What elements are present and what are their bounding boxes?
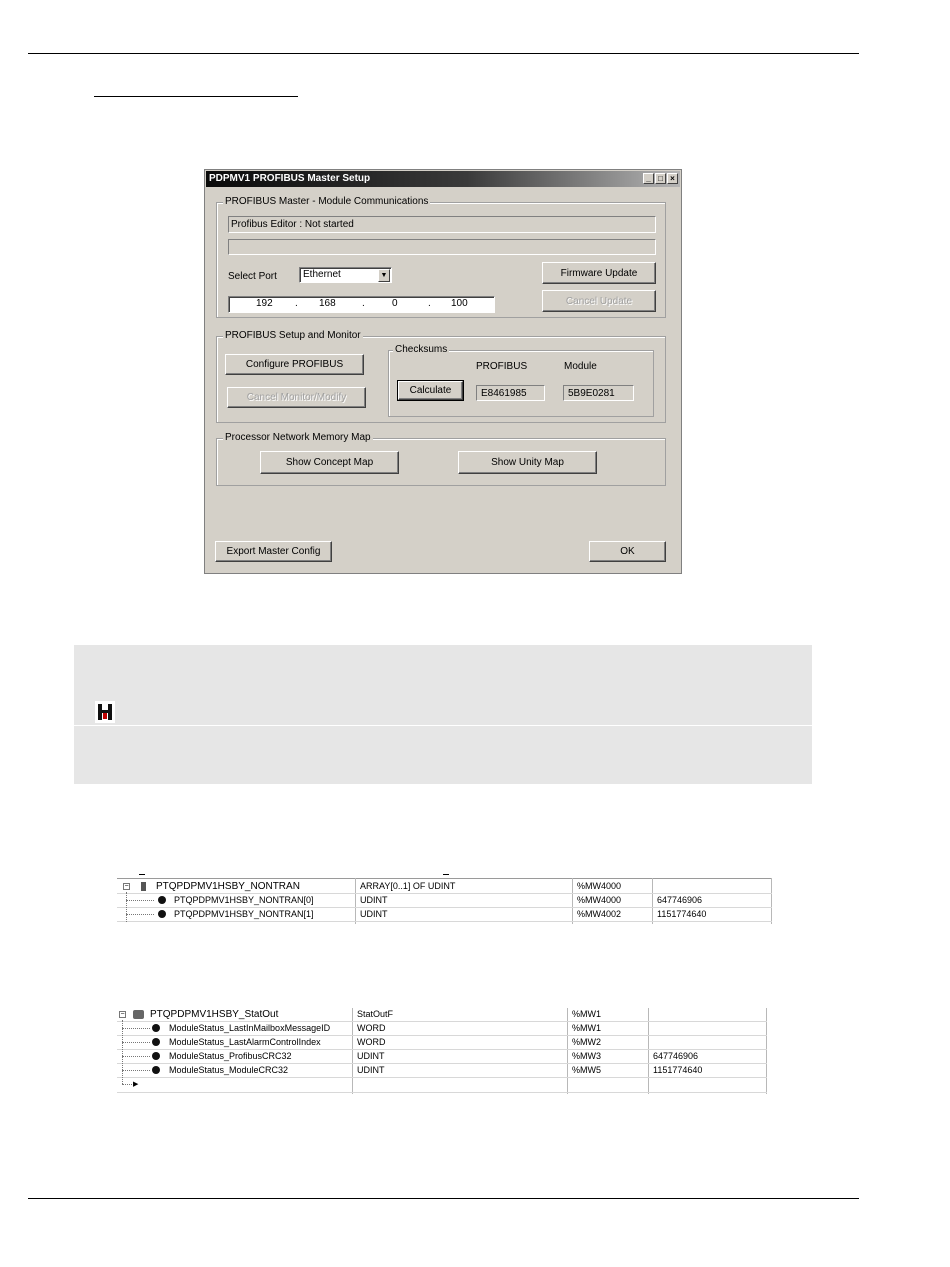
array-icon <box>141 882 146 891</box>
ip-address-field[interactable] <box>228 296 495 313</box>
new-row-arrow-icon: ▶ <box>133 1081 139 1088</box>
variable-address: %MW5 <box>572 1065 601 1075</box>
variable-value: 1151774640 <box>657 909 707 919</box>
element-icon <box>158 910 166 918</box>
variable-address: %MW4000 <box>577 881 622 891</box>
variable-name: PTQPDPMV1HSBY_NONTRAN[1] <box>174 909 314 919</box>
variable-address: %MW3 <box>572 1051 601 1061</box>
setup-monitor-group-label: PROFIBUS Setup and Monitor <box>225 330 361 341</box>
variable-value: 647746906 <box>653 1051 699 1061</box>
close-icon[interactable]: × <box>667 173 678 184</box>
element-icon <box>152 1052 160 1060</box>
table-row[interactable] <box>117 1050 767 1063</box>
select-port-label: Select Port <box>228 271 277 282</box>
element-icon <box>152 1038 160 1046</box>
ip-octet-4: 100 <box>451 298 468 309</box>
calculate-button[interactable]: Calculate <box>398 381 463 400</box>
variable-name: ModuleStatus_LastAlarmControlIndex <box>169 1037 321 1047</box>
statout-variable-table <box>117 1008 767 1094</box>
note-box <box>74 645 812 784</box>
variable-name: ModuleStatus_ProfibusCRC32 <box>169 1051 292 1061</box>
table1-header-tick <box>139 874 145 875</box>
struct-icon <box>133 1010 144 1019</box>
table1-header-tick <box>443 874 449 875</box>
comm-group-label: PROFIBUS Master - Module Communications <box>225 196 429 207</box>
ip-octet-2: 168 <box>319 298 336 309</box>
variable-name: PTQPDPMV1HSBY_NONTRAN[0] <box>174 895 314 905</box>
profibus-checksum-field <box>476 385 545 401</box>
variable-address: %MW2 <box>572 1037 601 1047</box>
ip-octet-1: 192 <box>256 298 273 309</box>
dialog-title: PDPMV1 PROFIBUS Master Setup <box>209 173 371 184</box>
firmware-update-button[interactable]: Firmware Update <box>542 262 656 284</box>
ip-octet-3: 0 <box>392 298 398 309</box>
top-rule <box>28 53 859 54</box>
ip-dot-1: . <box>295 298 298 309</box>
checksums-group-label: Checksums <box>395 344 448 355</box>
variable-type: UDINT <box>357 1051 385 1061</box>
status-text: Profibus Editor : Not started <box>231 219 354 230</box>
element-icon <box>158 896 166 904</box>
variable-name: PTQPDPMV1HSBY_StatOut <box>150 1009 279 1020</box>
profibus-master-setup-dialog <box>204 169 682 574</box>
table-row[interactable] <box>117 1008 767 1021</box>
variable-type: WORD <box>357 1023 386 1033</box>
cancel-update-button[interactable]: Cancel Update <box>542 290 656 312</box>
chevron-down-icon[interactable]: ▼ <box>378 269 390 282</box>
element-icon <box>152 1066 160 1074</box>
status-field <box>228 216 656 233</box>
element-icon <box>152 1024 160 1032</box>
variable-type: StatOutF <box>357 1009 394 1019</box>
table-row[interactable] <box>117 894 772 907</box>
ip-dot-3: . <box>428 298 431 309</box>
profibus-checksum-header: PROFIBUS <box>476 361 528 372</box>
module-checksum-header: Module <box>564 361 597 372</box>
profibus-checksum-value: E8461985 <box>481 388 527 399</box>
configure-profibus-button[interactable]: Configure PROFIBUS <box>225 354 364 375</box>
table1-row-line <box>117 921 772 922</box>
collapse-icon[interactable]: − <box>124 883 129 890</box>
collapse-icon[interactable]: − <box>120 1011 125 1018</box>
table-row[interactable] <box>117 1036 767 1049</box>
variable-type: WORD <box>357 1037 386 1047</box>
nontran-variable-table <box>117 878 772 924</box>
show-unity-map-button[interactable]: Show Unity Map <box>458 451 597 474</box>
heading-underline <box>94 96 298 97</box>
cancel-monitor-button[interactable]: Cancel Monitor/Modify <box>227 387 366 408</box>
ok-button[interactable]: OK <box>589 541 666 562</box>
variable-name: ModuleStatus_ModuleCRC32 <box>169 1065 289 1075</box>
minimize-icon[interactable]: _ <box>643 173 654 184</box>
table-row[interactable] <box>117 1022 767 1035</box>
variable-value: 647746906 <box>657 895 703 905</box>
variable-name: PTQPDPMV1HSBY_NONTRAN <box>156 881 300 892</box>
table-row[interactable] <box>117 908 772 921</box>
variable-address: %MW1 <box>572 1023 601 1033</box>
module-checksum-field <box>563 385 634 401</box>
maximize-icon[interactable]: □ <box>655 173 666 184</box>
dialog-titlebar <box>206 171 680 187</box>
variable-type: UDINT <box>360 895 388 905</box>
port-select[interactable] <box>299 267 392 283</box>
variable-value: 1151774640 <box>653 1065 703 1075</box>
variable-name: ModuleStatus_LastInMailboxMessageID <box>169 1023 331 1033</box>
memory-map-group-label: Processor Network Memory Map <box>225 432 371 443</box>
export-master-config-button[interactable]: Export Master Config <box>215 541 332 562</box>
progress-bar <box>228 239 656 255</box>
variable-type: UDINT <box>360 909 388 919</box>
table2-row-line <box>117 1077 767 1078</box>
variable-type: ARRAY[0..1] OF UDINT <box>360 881 456 891</box>
table2-row-line <box>117 1092 767 1093</box>
table1-top-border <box>117 878 772 879</box>
variable-address: %MW4000 <box>577 895 622 905</box>
table-row[interactable] <box>117 1064 767 1077</box>
port-value: Ethernet <box>303 269 341 280</box>
variable-address: %MW4002 <box>577 909 622 919</box>
table-row[interactable] <box>117 880 772 893</box>
table2-tree-line <box>122 1084 132 1085</box>
show-concept-map-button[interactable]: Show Concept Map <box>260 451 399 474</box>
note-icon <box>95 701 115 723</box>
note-divider <box>74 725 812 726</box>
module-checksum-value: 5B9E0281 <box>568 388 615 399</box>
ip-dot-2: . <box>362 298 365 309</box>
bottom-rule <box>28 1198 859 1199</box>
variable-type: UDINT <box>357 1065 385 1075</box>
variable-address: %MW1 <box>572 1009 601 1019</box>
